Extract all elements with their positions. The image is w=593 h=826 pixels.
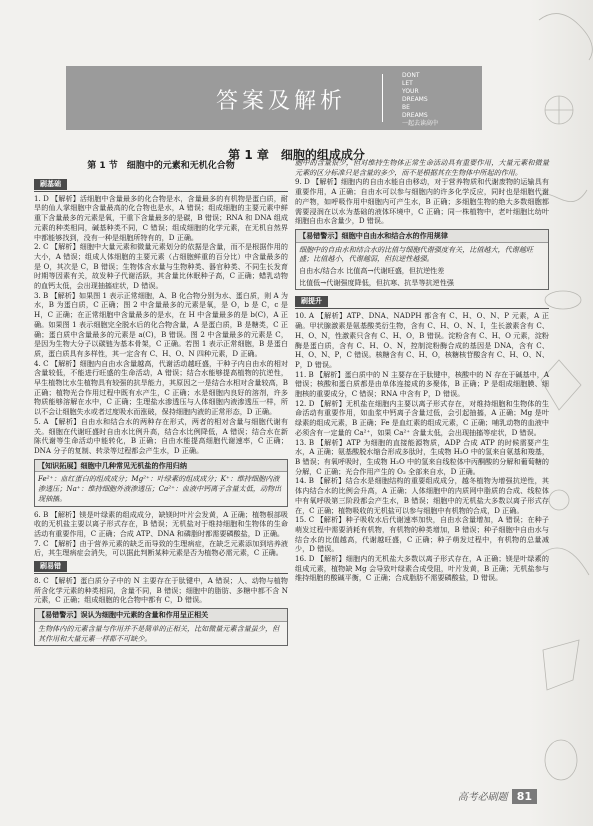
section-tag: 刷提升 xyxy=(295,296,328,307)
footer-label: 高考必刷题 xyxy=(457,792,508,803)
banner-title: 答案及解析 xyxy=(216,89,347,114)
left-column xyxy=(34,160,288,649)
banner-divider xyxy=(382,74,383,122)
answer-item: 4. C 【解析】细胞内自由水含量越高，代谢活动越旺盛，干种子内自由水的相对含量较低，不能进行旺盛的生命活动，A 错误；结合水能够提高植物的抗逆性，早生植物比水生植物具有较强的抗旱能力，其原因之一是结合水相对含量较高，B 正确；植物光合作用过程中既有水产生，C 正确；水是细胞内良好的溶剂，许多物质能够溶解在水中，C 正确；生理盐水渗透压与人体细胞内液渗透压一样，所以不会让细胞失水或者过度吸水而涨破，保持细胞内液的正常形态，D 正确。 xyxy=(34,358,288,417)
answer-item: 8. C 【解析】蛋白质分子中的 N 主要存在于肽键中，A 错误；人、动物与植物所含化学元素的种类相同，含量不同，B 错误；细胞中的脂肪、多糖中都不含 N 元素，C 正确；组成细胞的化合物中都有 C，D 错误。 xyxy=(34,576,288,605)
tag-divider xyxy=(34,573,288,574)
answer-item: 9. D 【解析】细胞内的自由水能自由移动，对于营养物质和代谢废物的运输具有重要作用，A 正确；自由水可以参与细胞内的许多化学反应，同时也是细胞代谢的产物，如呼吸作用中细胞内可产生水，B 正确；多细胞生物的绝大多数细胞都需要浸润在以水为基础的液体环境中，C 正确；同一株植物中，老叶细胞比幼叶细胞自由水含量少，D 错误。 xyxy=(295,177,549,226)
answer-banner xyxy=(66,66,482,130)
continued-text: 胞中的含量很少，但对维持生物体正常生命活动具有重要作用，大量元素和微量元素的区分标准只是含量的多少，而不是根据其在生物体中所起的作用。 xyxy=(295,158,549,177)
box-text: Fe²⁺：血红蛋白的组成成分；Mg²⁺：叶绿素的组成成分；K⁺：维持细胞内液渗透压；Na⁺：维持细胞外液渗透压；Ca²⁺：血液中钙离子含量太低，动物出现抽搐。 xyxy=(38,474,282,503)
answer-item: 10. A 【解析】ATP、DNA、NADPH 都含有 C、H、O、N、P 元素，A 正确。甲状腺激素是氨基酸类衍生物，含有 C、H、O、N、I，生长激素含有 C、H、O、N，性激素只含有 C、H、O，B 错误。淀粉含有 C、H、O 元素，淀粉酶是蛋白质，含有 C、H、O、N，控制淀粉酶合成的基因是 DNA，含有 C、H、O、N、P，C 错误。核糖含有 C、H、O，核糖核苷酸含有 C、H、O、N、P，D 错误。 xyxy=(295,311,549,369)
section-tag: 刷易错 xyxy=(34,561,67,572)
logo-line: DREAMS xyxy=(402,112,428,119)
box-text: 生物体内的元素含量与作用并不是简单的正相关，比如微量元素含量虽少，但其作用和大量元素一样都不可缺少。 xyxy=(38,623,280,643)
answer-item: 6. B 【解析】镁是叶绿素的组成成分，缺镁时叶片会发黄，A 正确；植物根部吸收的无机盐主要以离子形式存在，B 错误；无机盐对于维持细胞和生物体的生命活动有重要作用，C 正确；合成 ATP、DNA 和磷脂时都需要磷酸盐，D 正确。 xyxy=(34,509,288,538)
box-title: 【易错警示】细胞中自由水和结合水的作用规律 xyxy=(296,230,548,243)
page-footer xyxy=(458,788,537,804)
answer-item: 13. B 【解析】ATP 为细胞的直接能源物质，ADP 合成 ATP 的时候需要产生水，A 正确；氨基酸脱水缩合形成多肽时，生成物 H₂O 中的氢来自氨基和羧基，B 错误；有氧呼吸时，生成物 H₂O 中的氢来自线粒体中丙酮酸的分解和葡萄糖的分解，C 正确；光合作用产生的 O₂ 全部来自水，D 正确。 xyxy=(295,437,549,476)
answer-item: 16. D 【解析】细胞内的无机盐大多数以离子形式存在，A 正确；镁是叶绿素的组成元素，植物缺 Mg 会导致叶绿素合成受阻，叶片发黄，B 正确；无机盐参与维持细胞的酸碱平衡，C 正确；合成脂肪不需要磷酸盐，D 错误。 xyxy=(295,554,549,583)
logo-line: DREAMS xyxy=(402,96,428,103)
logo-line: YOUR xyxy=(402,88,419,95)
answer-item: 12. D 【解析】无机盐在细胞内主要以离子形式存在，对维持细胞和生物体的生命活动有重要作用，如血浆中钙离子含量过低，会引起抽搐，A 正确；Mg 是叶绿素的组成元素，B 正确；Fe 是血红素的组成元素，C 正确；哺乳动物的血液中必须含有一定量的 Ca²⁺，如果 Ca²⁺ 含量太低，会出现抽搐等症状，D 错误。 xyxy=(295,398,549,437)
answer-item: 7. C 【解析】由于营养元素的缺乏而导致的生理病症，在缺乏元素添加到培养液后，其生理病症会消失，可以据此判断某种元素是否为植物必需元素，C 正确。 xyxy=(34,538,288,558)
knowledge-box xyxy=(34,459,288,507)
logo-line: BE xyxy=(402,104,410,111)
answer-item: 2. C 【解析】细胞中大量元素和微量元素划分的依据是含量，而不是根据作用的大小，A 错误；组成人体细胞的主要元素（占细胞鲜重的百分比）中含量最多的是 O，其次是 C，B 错误；生物体含水量与生物种类、器官种类、不同生长发育时期等因素有关，故发种子代谢活跃，其含量比休眠种子高，C 正确；蜡乳动物的血钙太低，会出现抽搐症状，D 错误。 xyxy=(34,242,288,291)
answer-item: 5. A 【解析】自由水和结合水的两种存在形式，两者的相对含量与细胞代谢有关。细胞在代谢旺盛时自由水比例升高，结合水比例降低，A 错误；结合水在新陈代谢等生命活动中能转化，B 正确；自由水能提高细胞代谢速率，C 正确；DNA 分子的复制、转录等过程都会产生水，D 正确。 xyxy=(34,416,288,455)
logo-line: DONT xyxy=(402,72,420,79)
page-number: 81 xyxy=(512,789,537,804)
warning-box xyxy=(295,229,549,291)
chapter-title: 第 1 章 细胞的组成成分 xyxy=(228,148,365,162)
tag-divider xyxy=(34,191,288,192)
section-title: 第 1 节 细胞中的元素和无机化合物 xyxy=(87,161,235,171)
answer-item: 15. C 【解析】种子吸收水后代谢速率加快，自由水含量增加，A 错误；在种子萌发过程中需要消耗有机物，有机物的种类增加，B 错误；种子细胞中自由水与结合水的比值越高，代谢越旺盛，C 正确；种子萌发过程中，有机物的总量减少，D 错误。 xyxy=(295,515,549,554)
right-column xyxy=(295,158,549,583)
tag-divider xyxy=(295,308,549,309)
formula-line: 自由水/结合水 比值高→代谢旺盛，但抗逆性差 xyxy=(299,266,445,276)
box-title: 【知识拓展】细胞中几种常见无机盐的作用归纳 xyxy=(35,460,287,473)
answer-item: 3. B 【解析】如果图 1 表示正常细胞，A、B 化合物分别为水、蛋白质，则 A 为水，B 为蛋白质，C 正确；图 2 中含量最多的元素是氧，是 O，b 是 C，c 是 H，C 正确；在正常细胞中含量最多的是水，在 H 中含量最多的是 b(C)，A 正确。如果图 1 表示细胞完全脱水后的化合物含量，A 是蛋白质，B 是糖类，C 正确；蛋白质中含量最多的元素是 a(C)，B 错误。图 2 中含量最多的元素是 C，是因为生物大分子以碳链为基本骨架，C 正确。若图 1 表示正常细胞，B 是蛋白质，蛋白质具有多样性，其一定含有 C、H、O、N 四种元素，D 正确。 xyxy=(34,290,288,358)
box-title: 【易错警示】误认为细胞中元素的含量和作用呈正相关 xyxy=(35,609,287,622)
formula-line: 比值低→代谢强度降低，但抗寒、抗旱等抗逆性强 xyxy=(299,277,454,287)
answer-item: 14. B 【解析】结合水是细胞结构的重要组成成分，越冬植物为增强抗逆性，其体内结合水的比例会升高，A 正确；人体细胞中的内质网中脂质的合成、线粒体中有氧呼吸第三阶段都会产生水，B 错误；细胞中的无机盐大多数以离子形式存在，C 正确；植物吸收的无机盐可以参与细胞中有机物的合成，D 正确。 xyxy=(295,476,549,515)
logo-line: LET xyxy=(402,80,413,87)
answer-item: 11. B 【解析】蛋白质中的 N 主要存在于肽键中，核酸中的 N 存在于碱基中，A 错误；核酸和蛋白质都是由单体连接成的多聚体，B 正确；P 是组成细胞膜、细胞核的重要成分，C 错误；RNA 中含有 P，D 错误。 xyxy=(295,369,549,399)
warning-box xyxy=(34,608,288,646)
box-text: 细胞中的自由水和结合水的比值与细胞代谢强度有关，比值越大，代谢越旺盛；比值越小，代谢越弱，但抗逆性越强。 xyxy=(299,244,534,264)
banner-logo xyxy=(402,72,438,128)
answer-item: 1. D 【解析】活细胞中含量最多的化合物是水，含量最多的有机物是蛋白质，耐旱的仙人掌细胞中含量最高的化合物也是水，A 错误；组成细胞的主要元素中鲜重下含量最多的元素是氧，干重下含量最多的是碳，B 错误；RNA 和 DNA 组成元素的种类相同，碱基种类不同，C 错误；组成细胞的化学元素，在无机自然界中都能够找到，没有一种是细胞所特有的，D 正确。 xyxy=(34,193,288,242)
section-tag: 刷基础 xyxy=(34,179,67,190)
logo-line: 一起去读高中 xyxy=(402,120,439,127)
